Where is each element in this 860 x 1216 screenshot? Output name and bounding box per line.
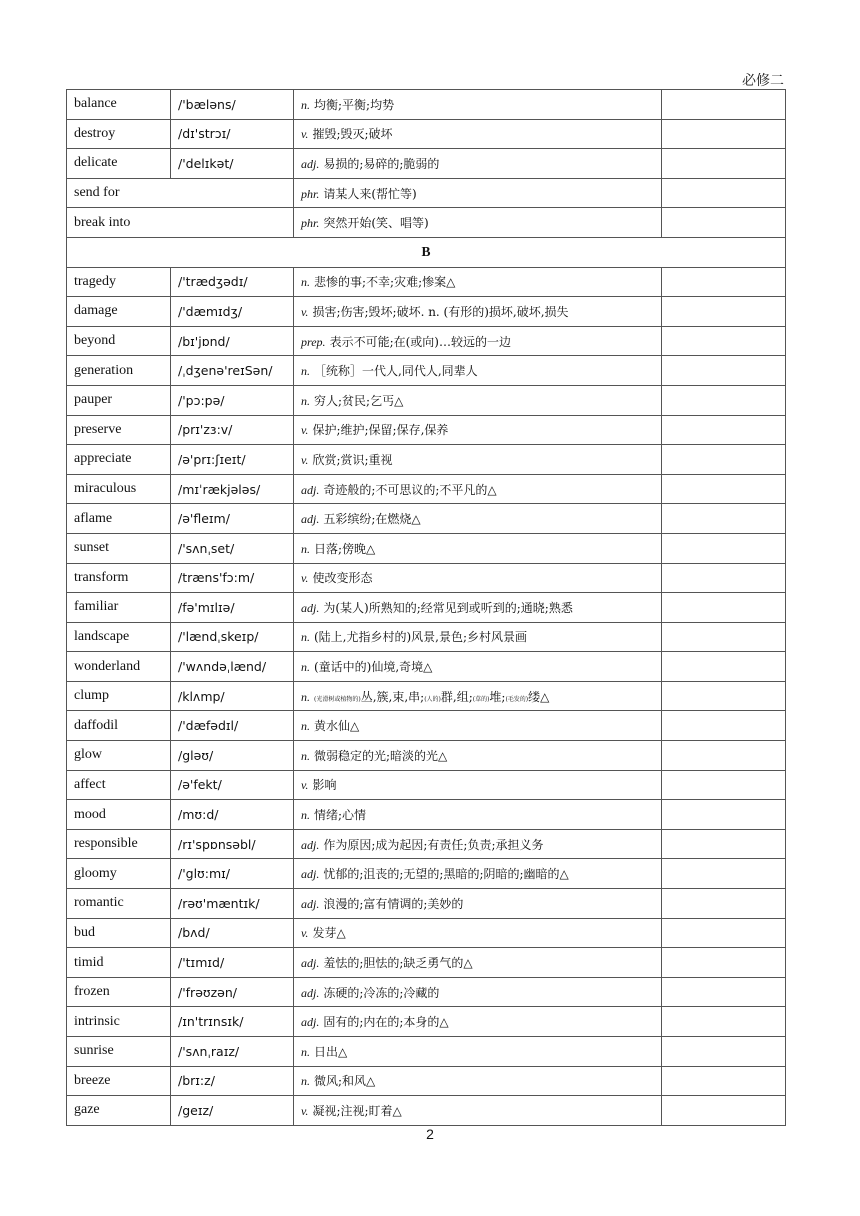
phonetic-cell: /klʌmp/ <box>171 681 294 711</box>
meaning-text: ［统称］一代人,同代人,同辈人 <box>314 364 478 379</box>
notes-cell <box>662 326 786 356</box>
notes-cell <box>662 1066 786 1096</box>
part-of-speech: adj. <box>301 985 320 1000</box>
meaning-cell <box>294 889 662 919</box>
table-row <box>67 385 786 415</box>
meaning-cell <box>294 563 662 593</box>
meaning-text: 冻硬的;冷冻的;冷藏的 <box>323 985 440 1000</box>
phonetic-cell: /dɪ'strɔɪ/ <box>171 119 294 149</box>
part-of-speech: adj. <box>301 896 320 911</box>
part-of-speech: adj. <box>301 482 320 497</box>
phonetic-cell: /gləʊ/ <box>171 741 294 771</box>
word-cell: responsible <box>67 829 171 859</box>
part-of-speech: adj. <box>301 512 320 527</box>
notes-cell <box>662 652 786 682</box>
page-header: 必修二 <box>742 73 784 89</box>
phonetic-cell: /prɪ'zɜ:v/ <box>171 415 294 445</box>
meaning-note: (光滑树或植物的) <box>314 695 361 703</box>
part-of-speech: v. <box>301 452 309 467</box>
notes-cell <box>662 178 786 208</box>
notes-cell <box>662 889 786 919</box>
meaning-cell <box>294 948 662 978</box>
table-row <box>67 474 786 504</box>
vocabulary-table <box>66 89 786 1126</box>
word-cell: intrinsic <box>67 1007 171 1037</box>
meaning-cell <box>294 149 662 179</box>
phonetic-cell: /bɪ'jɒnd/ <box>171 326 294 356</box>
table-row <box>67 948 786 978</box>
meaning-cell <box>294 90 662 120</box>
word-cell: timid <box>67 948 171 978</box>
part-of-speech: n. <box>301 275 310 290</box>
part-of-speech: n. <box>301 1044 310 1059</box>
phonetic-cell: /'glʊ:mɪ/ <box>171 859 294 889</box>
meaning-text: 微风;和风△ <box>314 1074 376 1089</box>
table-row <box>67 1007 786 1037</box>
word-cell: preserve <box>67 415 171 445</box>
meaning-text: 日出△ <box>314 1044 348 1059</box>
part-of-speech: phr. <box>301 216 320 231</box>
meaning-cell <box>294 622 662 652</box>
table-row <box>67 622 786 652</box>
phonetic-cell: /ə'fleɪm/ <box>171 504 294 534</box>
table-row <box>67 977 786 1007</box>
phonetic-cell: /rɪ'spɒnsəbl/ <box>171 829 294 859</box>
word-cell: break into <box>67 208 294 238</box>
meaning-text: 奇迹般的;不可思议的;不平凡的△ <box>323 482 497 497</box>
part-of-speech: n. <box>301 1074 310 1089</box>
phonetic-cell: /ɪn'trɪnsɪk/ <box>171 1007 294 1037</box>
notes-cell <box>662 829 786 859</box>
meaning-cell <box>294 385 662 415</box>
meaning-cell <box>294 711 662 741</box>
notes-cell <box>662 563 786 593</box>
meaning-cell <box>294 829 662 859</box>
phonetic-cell: /'lændˌskeɪp/ <box>171 622 294 652</box>
word-cell: tragedy <box>67 267 171 297</box>
meaning-cell <box>294 1037 662 1067</box>
phonetic-cell: /ˌdʒenə'reɪSən/ <box>171 356 294 386</box>
notes-cell <box>662 385 786 415</box>
part-of-speech: adj. <box>301 600 320 615</box>
meaning-cell <box>294 178 662 208</box>
notes-cell <box>662 1037 786 1067</box>
phonetic-cell: /ə'prɪ:ʃɪeɪt/ <box>171 445 294 475</box>
word-cell: appreciate <box>67 445 171 475</box>
word-cell: destroy <box>67 119 171 149</box>
meaning-cell <box>294 119 662 149</box>
part-of-speech: n. <box>301 689 310 704</box>
part-of-speech: adj. <box>301 867 320 882</box>
notes-cell <box>662 356 786 386</box>
part-of-speech: v. <box>301 304 309 319</box>
word-cell: romantic <box>67 889 171 919</box>
notes-cell <box>662 770 786 800</box>
notes-cell <box>662 593 786 623</box>
word-cell: gloomy <box>67 859 171 889</box>
word-cell: sunset <box>67 533 171 563</box>
meaning-cell <box>294 1007 662 1037</box>
meaning-text: 忧郁的;沮丧的;无望的;黑暗的;阴暗的;幽暗的△ <box>323 867 569 882</box>
notes-cell <box>662 533 786 563</box>
word-cell: daffodil <box>67 711 171 741</box>
meaning-cell <box>294 681 662 711</box>
meaning-text: 表示不可能;在(或向)…较远的一边 <box>329 334 511 349</box>
meaning-cell <box>294 918 662 948</box>
part-of-speech: n. <box>301 630 310 645</box>
word-cell: balance <box>67 90 171 120</box>
table-row <box>67 829 786 859</box>
meaning-cell <box>294 533 662 563</box>
part-of-speech: n. <box>301 660 310 675</box>
table-row <box>67 504 786 534</box>
meaning-text: 摧毁;毁灭;破坏 <box>312 127 393 142</box>
phonetic-cell: /'delɪkət/ <box>171 149 294 179</box>
phonetic-cell: /ə'fekt/ <box>171 770 294 800</box>
part-of-speech: adj. <box>301 837 320 852</box>
notes-cell <box>662 622 786 652</box>
notes-cell <box>662 711 786 741</box>
meaning-text: 情绪;心情 <box>314 808 367 823</box>
notes-cell <box>662 859 786 889</box>
word-cell: damage <box>67 297 171 327</box>
word-cell: generation <box>67 356 171 386</box>
word-cell: gaze <box>67 1096 171 1126</box>
notes-cell <box>662 800 786 830</box>
section-label: B <box>67 237 786 267</box>
notes-cell <box>662 415 786 445</box>
part-of-speech: v. <box>301 1103 309 1118</box>
meaning-cell <box>294 297 662 327</box>
part-of-speech: adj. <box>301 156 320 171</box>
table-row <box>67 770 786 800</box>
meaning-note: (毛发的) <box>505 695 529 703</box>
table-row <box>67 711 786 741</box>
meaning-text: 使改变形态 <box>312 571 373 586</box>
notes-cell <box>662 445 786 475</box>
table-row <box>67 208 786 238</box>
meaning-text: 凝视;注视;盯着△ <box>312 1103 402 1118</box>
notes-cell <box>662 681 786 711</box>
word-cell: miraculous <box>67 474 171 504</box>
notes-cell <box>662 474 786 504</box>
meaning-text: (陆上,尤指乡村的)风景,景色;乡村风景画 <box>314 630 528 645</box>
meaning-text: 发芽△ <box>312 926 346 941</box>
phonetic-cell: /'bæləns/ <box>171 90 294 120</box>
meaning-cell <box>294 504 662 534</box>
table-row <box>67 90 786 120</box>
part-of-speech: v. <box>301 926 309 941</box>
table-row <box>67 178 786 208</box>
table-row <box>67 445 786 475</box>
word-cell: bud <box>67 918 171 948</box>
word-cell: aflame <box>67 504 171 534</box>
word-cell: pauper <box>67 385 171 415</box>
word-cell: landscape <box>67 622 171 652</box>
phonetic-cell: /mʊ:d/ <box>171 800 294 830</box>
meaning-text: 黄水仙△ <box>314 719 360 734</box>
meaning-text: (童话中的)仙境,奇境△ <box>314 660 433 675</box>
phonetic-cell: /fə'mɪlɪə/ <box>171 593 294 623</box>
part-of-speech: v. <box>301 571 309 586</box>
notes-cell <box>662 297 786 327</box>
table-row <box>67 356 786 386</box>
meaning-text: 保护;维护;保留;保存,保养 <box>312 423 449 438</box>
table-row <box>67 1037 786 1067</box>
word-cell: affect <box>67 770 171 800</box>
word-cell: delicate <box>67 149 171 179</box>
word-cell: sunrise <box>67 1037 171 1067</box>
meaning-cell <box>294 445 662 475</box>
meaning-text: 易损的;易碎的;脆弱的 <box>323 156 440 171</box>
notes-cell <box>662 149 786 179</box>
meaning-text: 请某人来(帮忙等) <box>323 186 417 201</box>
meaning-text: 群,组; <box>440 689 473 704</box>
meaning-text: 悲惨的事;不幸;灾难;惨案△ <box>314 275 456 290</box>
meaning-text: 固有的;内在的;本身的△ <box>323 1015 449 1030</box>
notes-cell <box>662 948 786 978</box>
meaning-cell <box>294 977 662 1007</box>
meaning-cell <box>294 326 662 356</box>
table-row <box>67 652 786 682</box>
notes-cell <box>662 918 786 948</box>
meaning-text: 作为原因;成为起因;有责任;负责;承担义务 <box>323 837 544 852</box>
table-row <box>67 741 786 771</box>
notes-cell <box>662 741 786 771</box>
meaning-text: 均衡;平衡;均势 <box>314 97 395 112</box>
meaning-text: 五彩缤纷;在燃烧△ <box>323 512 421 527</box>
meaning-cell <box>294 1096 662 1126</box>
phonetic-cell: /geɪz/ <box>171 1096 294 1126</box>
meaning-text: 丛,簇,束,串; <box>360 689 425 704</box>
meaning-text: 缕△ <box>528 689 550 704</box>
part-of-speech: n. <box>301 719 310 734</box>
meaning-cell <box>294 859 662 889</box>
phonetic-cell: /'dæfədɪl/ <box>171 711 294 741</box>
part-of-speech: prep. <box>301 334 326 349</box>
part-of-speech: n. <box>301 541 310 556</box>
meaning-text: 欣赏;赏识;重视 <box>312 452 393 467</box>
meaning-note: (人的) <box>424 695 441 703</box>
part-of-speech: n. <box>301 748 310 763</box>
word-cell: breeze <box>67 1066 171 1096</box>
notes-cell <box>662 90 786 120</box>
meaning-text: 穷人;贫民;乞丐△ <box>314 393 404 408</box>
word-cell: clump <box>67 681 171 711</box>
table-row <box>67 918 786 948</box>
meaning-cell <box>294 474 662 504</box>
notes-cell <box>662 119 786 149</box>
meaning-cell <box>294 267 662 297</box>
notes-cell <box>662 977 786 1007</box>
phonetic-cell: /'pɔ:pə/ <box>171 385 294 415</box>
notes-cell <box>662 504 786 534</box>
meaning-text: 羞怯的;胆怯的;缺乏勇气的△ <box>323 956 473 971</box>
phonetic-cell: /'dæmɪdʒ/ <box>171 297 294 327</box>
notes-cell <box>662 267 786 297</box>
table-row <box>67 1096 786 1126</box>
meaning-cell <box>294 652 662 682</box>
table-row <box>67 1066 786 1096</box>
page-number: 2 <box>426 1126 434 1142</box>
word-cell: familiar <box>67 593 171 623</box>
meaning-cell <box>294 415 662 445</box>
phonetic-cell: /'wʌndəˌlænd/ <box>171 652 294 682</box>
notes-cell <box>662 1096 786 1126</box>
part-of-speech: v. <box>301 127 309 142</box>
part-of-speech: n. <box>301 364 310 379</box>
phonetic-cell: /mɪˈrækjələs/ <box>171 474 294 504</box>
table-row <box>67 119 786 149</box>
word-cell: glow <box>67 741 171 771</box>
table-row <box>67 563 786 593</box>
word-cell: frozen <box>67 977 171 1007</box>
table-row <box>67 415 786 445</box>
phonetic-cell: /træns'fɔ:m/ <box>171 563 294 593</box>
meaning-text: 浪漫的;富有情调的;美妙的 <box>323 896 464 911</box>
part-of-speech: n. <box>301 808 310 823</box>
table-row <box>67 326 786 356</box>
part-of-speech: adj. <box>301 956 320 971</box>
meaning-cell <box>294 800 662 830</box>
table-row <box>67 297 786 327</box>
word-cell: beyond <box>67 326 171 356</box>
meaning-text: 为(某人)所熟知的;经常见到或听到的;通晓;熟悉 <box>323 600 573 615</box>
table-row <box>67 267 786 297</box>
table-row <box>67 681 786 711</box>
part-of-speech: n. <box>301 97 310 112</box>
meaning-cell <box>294 770 662 800</box>
table-row <box>67 800 786 830</box>
word-cell: wonderland <box>67 652 171 682</box>
meaning-text: 微弱稳定的光;暗淡的光△ <box>314 748 448 763</box>
phonetic-cell: /'sʌnˌset/ <box>171 533 294 563</box>
meaning-text: 日落;傍晚△ <box>314 541 376 556</box>
meaning-cell <box>294 741 662 771</box>
part-of-speech: v. <box>301 778 309 793</box>
phonetic-cell: /'frəʊzən/ <box>171 977 294 1007</box>
phonetic-cell: /'sʌnˌraɪz/ <box>171 1037 294 1067</box>
meaning-text: 损害;伤害;毁坏;破坏. n. (有形的)损坏,破坏,损失 <box>312 304 569 319</box>
phonetic-cell: /'trædʒədɪ/ <box>171 267 294 297</box>
table-row <box>67 533 786 563</box>
part-of-speech: n. <box>301 393 310 408</box>
notes-cell <box>662 208 786 238</box>
meaning-text: 堆; <box>489 689 506 704</box>
phonetic-cell: /'tɪmɪd/ <box>171 948 294 978</box>
phonetic-cell: /rəʊ'mæntɪk/ <box>171 889 294 919</box>
meaning-text: 影响 <box>312 778 337 793</box>
word-cell: mood <box>67 800 171 830</box>
notes-cell <box>662 1007 786 1037</box>
meaning-note: (草的) <box>472 695 490 703</box>
meaning-cell <box>294 593 662 623</box>
part-of-speech: phr. <box>301 186 320 201</box>
table-row <box>67 149 786 179</box>
meaning-text: 突然开始(笑、唱等) <box>323 216 429 231</box>
part-of-speech: v. <box>301 423 309 438</box>
phonetic-cell: /bʌd/ <box>171 918 294 948</box>
phonetic-cell: /brɪ:z/ <box>171 1066 294 1096</box>
part-of-speech: adj. <box>301 1015 320 1030</box>
meaning-cell <box>294 208 662 238</box>
table-row <box>67 593 786 623</box>
word-cell: transform <box>67 563 171 593</box>
table-row <box>67 889 786 919</box>
word-cell: send for <box>67 178 294 208</box>
section-row <box>67 237 786 267</box>
meaning-cell <box>294 1066 662 1096</box>
table-row <box>67 859 786 889</box>
meaning-cell <box>294 356 662 386</box>
